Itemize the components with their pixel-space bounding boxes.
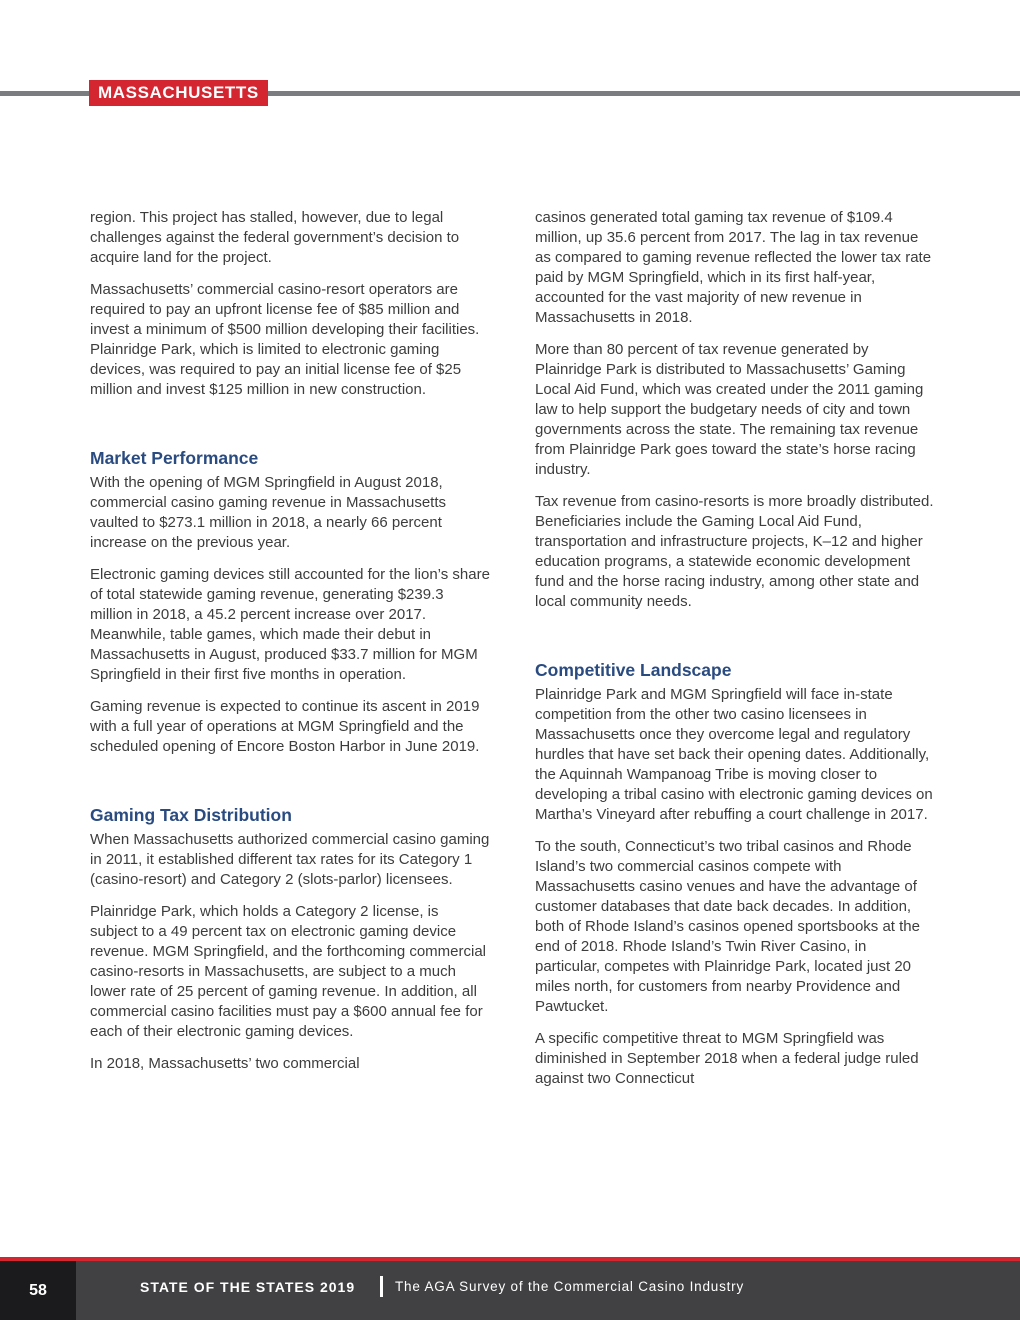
section-state-label: MASSACHUSETTS	[89, 80, 268, 106]
left-column	[90, 208, 490, 1086]
paragraph: Plainridge Park and MGM Springfield will face in-state competition from the other two casino licensees in Massachusetts once they overcome legal and regulatory hurdles that have set back their opening dates. Additionally, the Aquinnah Wampanoag Tribe is moving closer to developing a tribal casino with electronic gaming devices on Martha’s Vineyard after rebuffing a court challenge in 2017.	[535, 686, 933, 823]
heading-gaming-tax-distribution: Gaming Tax Distribution	[90, 805, 292, 825]
paragraph: Plainridge Park, which holds a Category 2 license, is subject to a 49 percent tax on electronic gaming device revenue. MGM Springfield, and the forthcoming commercial casino-resorts in Massachusetts, are subject to a much lower rate of 25 percent of gaming revenue. In addition, all commercial casino facilities must pay a $600 annual fee for each of their electronic gaming devices.	[90, 903, 487, 1040]
paragraph: casinos generated total gaming tax revenue of $109.4 million, up 35.6 percent from 2017. The lag in tax revenue as compared to gaming revenue reflected the lower tax rate paid by MGM Springfield, which in its first half-year, accounted for the vast majority of new revenue in Massachusetts in 2018.	[535, 209, 932, 326]
paragraph: Electronic gaming devices still accounted for the lion’s share of total statewide gaming revenue, generating $239.3 million in 2018, a 45.2 percent increase over 2017. Meanwhile, table games, which made their debut in Massachusetts in August, produced $33.7 million for MGM Springfield in their first five months in operation.	[90, 566, 490, 683]
paragraph: When Massachusetts authorized commercial casino gaming in 2011, it established different tax rates for its Category 1 (casino-resort) and Category 2 (slots-parlor) licensees.	[90, 831, 490, 888]
paragraph: More than 80 percent of tax revenue generated by Plainridge Park is distributed to Massachusetts’ Gaming Local Aid Fund, which was created under the 2011 gaming law to help support the budgetary needs of city and town governments across the state. The remaining tax revenue from Plainridge Park goes toward the state’s horse racing industry.	[535, 341, 924, 478]
section-spacer	[535, 624, 935, 659]
footer-title: STATE OF THE STATES 2019	[140, 1279, 356, 1295]
paragraph: Massachusetts’ commercial casino-resort operators are required to pay an upfront license fee of $85 million and invest a minimum of $500 million developing their facilities. Plainridge Park, which is limited to electronic gaming devices, was required to pay an initial license fee of $25 million and invest $125 million in new construction.	[90, 281, 480, 398]
heading-competitive-landscape: Competitive Landscape	[535, 660, 732, 680]
footer-subtitle: The AGA Survey of the Commercial Casino Industry	[395, 1279, 745, 1294]
footer-separator	[380, 1276, 383, 1297]
paragraph: In 2018, Massachusetts’ two commercial	[90, 1055, 360, 1072]
heading-market-performance: Market Performance	[90, 448, 259, 468]
right-column	[535, 208, 935, 1101]
section-spacer	[90, 412, 490, 447]
page-number: 58	[0, 1261, 76, 1320]
paragraph: region. This project has stalled, however, due to legal challenges against the federal government’s decision to acquire land for the project.	[90, 209, 460, 266]
paragraph: Gaming revenue is expected to continue its ascent in 2019 with a full year of operations at MGM Springfield and the scheduled opening of Encore Boston Harbor in June 2019.	[90, 698, 480, 755]
paragraph: A specific competitive threat to MGM Springfield was diminished in September 2018 when a federal judge ruled against two Connecticut	[535, 1030, 919, 1087]
paragraph: Tax revenue from casino-resorts is more broadly distributed. Beneficiaries include the Gaming Local Aid Fund, transportation and infrastructure projects, K–12 and higher education programs, a statewide economic development fund and the horse racing industry, among other state and local community needs.	[535, 493, 934, 610]
paragraph: With the opening of MGM Springfield in August 2018, commercial casino gaming revenue in Massachusetts vaulted to $273.1 million in 2018, a nearly 66 percent increase on the previous year.	[90, 474, 446, 551]
section-spacer	[90, 769, 490, 804]
paragraph: To the south, Connecticut’s two tribal casinos and Rhode Island’s two commercial casinos compete with Massachusetts casino venues and have the advantage of customer databases that date back decades. In addition, both of Rhode Island’s casinos opened sportsbooks at the end of 2018. Rhode Island’s Twin River Casino, in particular, competes with Plainridge Park, located just 20 miles north, for customers from nearby Providence and Pawtucket.	[535, 838, 920, 1015]
